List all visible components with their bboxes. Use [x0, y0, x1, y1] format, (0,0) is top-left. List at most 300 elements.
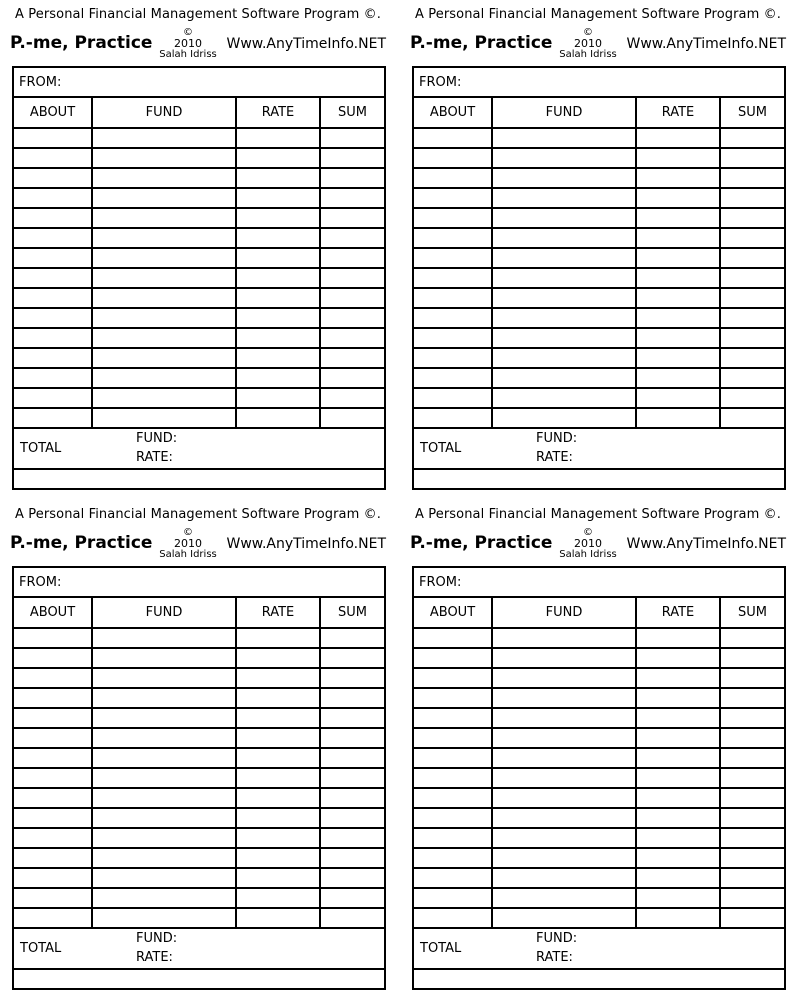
fund-cell[interactable] [92, 208, 236, 228]
rate-cell[interactable] [236, 688, 320, 708]
about-cell[interactable] [414, 388, 492, 408]
rate-cell[interactable] [236, 788, 320, 808]
fund-cell[interactable] [92, 828, 236, 848]
rate-cell[interactable] [236, 628, 320, 648]
fund-cell[interactable] [492, 748, 636, 768]
rate-cell[interactable] [236, 148, 320, 168]
fund-cell[interactable] [92, 128, 236, 148]
about-cell[interactable] [14, 408, 92, 428]
sum-cell[interactable] [320, 208, 384, 228]
fund-cell[interactable] [492, 168, 636, 188]
rate-cell[interactable] [236, 828, 320, 848]
rate-cell[interactable] [636, 268, 720, 288]
fund-cell[interactable] [492, 288, 636, 308]
ledger-row [14, 748, 384, 768]
sum-cell[interactable] [320, 148, 384, 168]
about-cell[interactable] [14, 168, 92, 188]
sum-cell[interactable] [720, 788, 784, 808]
about-cell[interactable] [414, 748, 492, 768]
rate-cell[interactable] [636, 628, 720, 648]
website-link: Www.AnyTimeInfo.NET [626, 36, 786, 52]
sum-cell[interactable] [720, 888, 784, 908]
rate-cell[interactable] [636, 808, 720, 828]
rate-cell[interactable] [236, 328, 320, 348]
about-cell[interactable] [414, 368, 492, 388]
about-cell[interactable] [414, 708, 492, 728]
sum-cell[interactable] [320, 248, 384, 268]
rate-cell[interactable] [236, 128, 320, 148]
fund-cell[interactable] [492, 668, 636, 688]
ledger-row [14, 768, 384, 788]
about-cell[interactable] [14, 308, 92, 328]
about-cell[interactable] [14, 728, 92, 748]
rate-cell[interactable] [636, 748, 720, 768]
about-cell[interactable] [414, 148, 492, 168]
sum-cell[interactable] [720, 348, 784, 368]
rate-cell[interactable] [636, 168, 720, 188]
about-cell[interactable] [414, 888, 492, 908]
fund-cell[interactable] [492, 388, 636, 408]
sum-cell[interactable] [320, 268, 384, 288]
fund-cell[interactable] [92, 308, 236, 328]
sum-cell[interactable] [720, 368, 784, 388]
about-cell[interactable] [414, 408, 492, 428]
sum-cell[interactable] [720, 168, 784, 188]
ledger-row [14, 788, 384, 808]
fund-cell[interactable] [492, 808, 636, 828]
column-header-rate: RATE [236, 598, 320, 628]
fund-cell[interactable] [92, 268, 236, 288]
fund-cell[interactable] [92, 668, 236, 688]
rate-cell[interactable] [636, 188, 720, 208]
rate-cell[interactable] [636, 848, 720, 868]
sum-cell[interactable] [720, 208, 784, 228]
fund-cell[interactable] [92, 888, 236, 908]
form-4 [410, 500, 786, 998]
about-cell[interactable] [14, 888, 92, 908]
about-cell[interactable] [14, 768, 92, 788]
from-row[interactable] [414, 568, 784, 598]
rate-cell[interactable] [636, 368, 720, 388]
ledger-row [414, 848, 784, 868]
ledger-row [414, 828, 784, 848]
rate-cell[interactable] [236, 728, 320, 748]
ledger-row [414, 688, 784, 708]
rate-cell[interactable] [236, 168, 320, 188]
fund-cell[interactable] [492, 208, 636, 228]
fund-cell[interactable] [492, 148, 636, 168]
ledger-row [14, 408, 384, 428]
fund-cell[interactable] [492, 268, 636, 288]
blank-bottom-row[interactable] [414, 470, 784, 488]
sum-cell[interactable] [320, 348, 384, 368]
sum-cell[interactable] [320, 168, 384, 188]
about-cell[interactable] [14, 248, 92, 268]
about-cell[interactable] [14, 868, 92, 888]
sum-cell[interactable] [320, 728, 384, 748]
about-cell[interactable] [414, 248, 492, 268]
sum-cell[interactable] [320, 628, 384, 648]
fund-cell[interactable] [492, 848, 636, 868]
rate-cell[interactable] [236, 188, 320, 208]
rate-cell[interactable] [636, 668, 720, 688]
sum-cell[interactable] [320, 388, 384, 408]
sum-cell[interactable] [720, 388, 784, 408]
sum-cell[interactable] [720, 268, 784, 288]
rate-cell[interactable] [636, 908, 720, 928]
sum-cell[interactable] [720, 308, 784, 328]
fund-cell[interactable] [92, 168, 236, 188]
ledger-row [14, 828, 384, 848]
ledger-row [414, 908, 784, 928]
sum-cell[interactable] [720, 808, 784, 828]
year: 2010 [574, 537, 602, 550]
sum-cell[interactable] [320, 888, 384, 908]
rate-cell[interactable] [636, 868, 720, 888]
ledger-row [414, 308, 784, 328]
ledger-row [414, 228, 784, 248]
sum-cell[interactable] [320, 328, 384, 348]
fund-cell[interactable] [492, 128, 636, 148]
sum-cell[interactable] [320, 288, 384, 308]
rate-cell[interactable] [636, 248, 720, 268]
column-header-fund: FUND [492, 598, 636, 628]
fund-cell[interactable] [492, 708, 636, 728]
blank-bottom-row[interactable] [414, 970, 784, 988]
fund-cell[interactable] [92, 648, 236, 668]
ledger-row [14, 868, 384, 888]
about-cell[interactable] [414, 648, 492, 668]
sum-cell[interactable] [720, 248, 784, 268]
totals-row [14, 930, 384, 970]
fund-cell[interactable] [92, 868, 236, 888]
fund-cell[interactable] [492, 408, 636, 428]
about-cell[interactable] [14, 328, 92, 348]
about-cell[interactable] [414, 868, 492, 888]
sum-cell[interactable] [720, 188, 784, 208]
about-cell[interactable] [14, 628, 92, 648]
from-row[interactable] [14, 568, 384, 598]
fund-cell[interactable] [492, 688, 636, 708]
fund-cell[interactable] [492, 628, 636, 648]
about-cell[interactable] [414, 668, 492, 688]
sum-cell[interactable] [720, 828, 784, 848]
rate-cell[interactable] [636, 828, 720, 848]
sum-cell[interactable] [320, 668, 384, 688]
sum-cell[interactable] [720, 228, 784, 248]
sum-cell[interactable] [720, 908, 784, 928]
about-cell[interactable] [14, 788, 92, 808]
credit-block [148, 527, 228, 560]
sum-cell[interactable] [720, 288, 784, 308]
rate-cell[interactable] [636, 288, 720, 308]
rate-cell[interactable] [636, 708, 720, 728]
author-name: Salah Idriss [559, 49, 617, 60]
rate-cell[interactable] [636, 308, 720, 328]
ledger-sheet [412, 566, 786, 990]
rate-cell[interactable] [236, 668, 320, 688]
rate-cell[interactable] [236, 288, 320, 308]
sum-cell[interactable] [320, 848, 384, 868]
rate-cell[interactable] [636, 648, 720, 668]
rate-cell[interactable] [236, 708, 320, 728]
fund-cell[interactable] [92, 808, 236, 828]
fund-cell[interactable] [492, 888, 636, 908]
sum-cell[interactable] [320, 228, 384, 248]
rate-cell[interactable] [636, 768, 720, 788]
sum-cell[interactable] [320, 188, 384, 208]
rate-cell[interactable] [636, 688, 720, 708]
ledger-sheet [12, 66, 386, 490]
rate-cell[interactable] [636, 208, 720, 228]
about-cell[interactable] [14, 228, 92, 248]
fund-cell[interactable] [92, 768, 236, 788]
about-cell[interactable] [414, 188, 492, 208]
sum-cell[interactable] [720, 628, 784, 648]
about-cell[interactable] [414, 228, 492, 248]
sum-cell[interactable] [720, 868, 784, 888]
form-1 [10, 0, 386, 498]
column-header-rate: RATE [636, 98, 720, 128]
from-row[interactable] [14, 68, 384, 98]
about-cell[interactable] [414, 768, 492, 788]
fund-cell[interactable] [92, 728, 236, 748]
about-cell[interactable] [14, 748, 92, 768]
rate-cell[interactable] [636, 388, 720, 408]
sum-cell[interactable] [720, 708, 784, 728]
about-cell[interactable] [14, 288, 92, 308]
rate-cell[interactable] [636, 788, 720, 808]
rate-total-label: RATE: [136, 450, 173, 465]
fund-cell[interactable] [492, 368, 636, 388]
rate-cell[interactable] [636, 228, 720, 248]
sum-cell[interactable] [320, 828, 384, 848]
ledger-row [414, 408, 784, 428]
about-cell[interactable] [414, 128, 492, 148]
about-cell[interactable] [414, 848, 492, 868]
copyright-symbol: © [583, 27, 593, 38]
fund-cell[interactable] [92, 848, 236, 868]
from-row[interactable] [414, 68, 784, 98]
about-cell[interactable] [414, 828, 492, 848]
sum-cell[interactable] [320, 908, 384, 928]
rate-cell[interactable] [636, 408, 720, 428]
about-cell[interactable] [414, 808, 492, 828]
rate-cell[interactable] [236, 648, 320, 668]
ledger-table [414, 598, 784, 929]
about-cell[interactable] [414, 288, 492, 308]
sum-cell[interactable] [720, 688, 784, 708]
ledger-row [14, 128, 384, 148]
rate-cell[interactable] [636, 148, 720, 168]
rate-cell[interactable] [236, 308, 320, 328]
sum-cell[interactable] [320, 128, 384, 148]
about-cell[interactable] [414, 168, 492, 188]
about-cell[interactable] [414, 908, 492, 928]
fund-cell[interactable] [92, 248, 236, 268]
rate-cell[interactable] [236, 248, 320, 268]
rate-cell[interactable] [236, 388, 320, 408]
rate-cell[interactable] [236, 348, 320, 368]
header-row [414, 98, 784, 128]
fund-cell[interactable] [492, 788, 636, 808]
about-cell[interactable] [14, 388, 92, 408]
sum-cell[interactable] [720, 728, 784, 748]
fund-cell[interactable] [492, 348, 636, 368]
ledger-row [414, 808, 784, 828]
fund-cell[interactable] [492, 908, 636, 928]
rate-cell[interactable] [236, 368, 320, 388]
sum-cell[interactable] [320, 308, 384, 328]
about-cell[interactable] [14, 668, 92, 688]
ledger-row [14, 308, 384, 328]
about-cell[interactable] [14, 188, 92, 208]
sum-cell[interactable] [720, 748, 784, 768]
fund-cell[interactable] [492, 728, 636, 748]
fund-cell[interactable] [492, 828, 636, 848]
fund-cell[interactable] [92, 188, 236, 208]
about-cell[interactable] [414, 268, 492, 288]
ledger-row [14, 848, 384, 868]
about-cell[interactable] [414, 628, 492, 648]
rate-cell[interactable] [236, 748, 320, 768]
rate-cell[interactable] [236, 868, 320, 888]
sum-cell[interactable] [720, 768, 784, 788]
fund-cell[interactable] [492, 188, 636, 208]
fund-cell[interactable] [492, 868, 636, 888]
rate-cell[interactable] [236, 208, 320, 228]
rate-cell[interactable] [236, 268, 320, 288]
about-cell[interactable] [14, 368, 92, 388]
about-cell[interactable] [14, 128, 92, 148]
totals-row [14, 430, 384, 470]
ledger-row [414, 148, 784, 168]
about-cell[interactable] [14, 208, 92, 228]
fund-cell[interactable] [492, 248, 636, 268]
rate-cell[interactable] [236, 808, 320, 828]
ledger-row [414, 328, 784, 348]
sum-cell[interactable] [720, 648, 784, 668]
fund-total-label: FUND: [536, 931, 578, 946]
about-cell[interactable] [414, 348, 492, 368]
ledger-row [14, 288, 384, 308]
sum-cell[interactable] [320, 788, 384, 808]
rate-cell[interactable] [236, 908, 320, 928]
sum-cell[interactable] [720, 328, 784, 348]
rate-cell[interactable] [636, 128, 720, 148]
column-header-rate: RATE [236, 98, 320, 128]
sum-cell[interactable] [320, 868, 384, 888]
rate-cell[interactable] [236, 228, 320, 248]
sum-cell[interactable] [720, 408, 784, 428]
rate-cell[interactable] [636, 328, 720, 348]
fund-cell[interactable] [492, 768, 636, 788]
tagline: A Personal Financial Management Software Program ©. [415, 7, 781, 22]
fund-cell[interactable] [492, 328, 636, 348]
fund-cell[interactable] [92, 348, 236, 368]
fund-cell[interactable] [92, 908, 236, 928]
sum-cell[interactable] [720, 128, 784, 148]
sum-cell[interactable] [720, 148, 784, 168]
sum-cell[interactable] [320, 408, 384, 428]
rate-cell[interactable] [236, 408, 320, 428]
fund-cell[interactable] [492, 648, 636, 668]
about-cell[interactable] [414, 328, 492, 348]
sum-cell[interactable] [320, 708, 384, 728]
rate-cell[interactable] [636, 888, 720, 908]
sum-cell[interactable] [320, 368, 384, 388]
about-cell[interactable] [14, 348, 92, 368]
about-cell[interactable] [14, 808, 92, 828]
fund-cell[interactable] [92, 148, 236, 168]
fund-cell[interactable] [92, 748, 236, 768]
about-cell[interactable] [14, 688, 92, 708]
fund-cell[interactable] [92, 788, 236, 808]
about-cell[interactable] [414, 728, 492, 748]
column-header-fund: FUND [92, 98, 236, 128]
sum-cell[interactable] [320, 688, 384, 708]
about-cell[interactable] [414, 208, 492, 228]
about-cell[interactable] [414, 688, 492, 708]
about-cell[interactable] [14, 848, 92, 868]
fund-cell[interactable] [92, 708, 236, 728]
blank-bottom-row[interactable] [14, 470, 384, 488]
sum-cell[interactable] [320, 648, 384, 668]
rate-cell[interactable] [636, 348, 720, 368]
ledger-row [414, 208, 784, 228]
rate-cell[interactable] [636, 728, 720, 748]
about-cell[interactable] [14, 708, 92, 728]
column-header-about: ABOUT [414, 598, 492, 628]
sum-cell[interactable] [320, 808, 384, 828]
about-cell[interactable] [14, 268, 92, 288]
fund-cell[interactable] [92, 628, 236, 648]
about-cell[interactable] [14, 828, 92, 848]
fund-cell[interactable] [92, 388, 236, 408]
year: 2010 [574, 37, 602, 50]
rate-cell[interactable] [236, 768, 320, 788]
fund-cell[interactable] [92, 408, 236, 428]
about-cell[interactable] [14, 148, 92, 168]
fund-cell[interactable] [492, 308, 636, 328]
sum-cell[interactable] [720, 848, 784, 868]
about-cell[interactable] [414, 788, 492, 808]
rate-cell[interactable] [236, 888, 320, 908]
ledger-row [414, 728, 784, 748]
fund-cell[interactable] [92, 288, 236, 308]
about-cell[interactable] [414, 308, 492, 328]
sum-cell[interactable] [720, 668, 784, 688]
about-cell[interactable] [14, 908, 92, 928]
about-cell[interactable] [14, 648, 92, 668]
ledger-row [414, 128, 784, 148]
ledger-row [414, 748, 784, 768]
ledger-sheet [412, 66, 786, 490]
fund-cell[interactable] [92, 228, 236, 248]
fund-cell[interactable] [92, 328, 236, 348]
fund-cell[interactable] [92, 688, 236, 708]
copyright-symbol: © [183, 27, 193, 38]
ledger-row [414, 248, 784, 268]
app-name: P.-me, Practice [410, 533, 553, 553]
sum-cell[interactable] [320, 748, 384, 768]
fund-cell[interactable] [492, 228, 636, 248]
fund-cell[interactable] [92, 368, 236, 388]
rate-cell[interactable] [236, 848, 320, 868]
ledger-row [14, 668, 384, 688]
sum-cell[interactable] [320, 768, 384, 788]
blank-bottom-row[interactable] [14, 970, 384, 988]
